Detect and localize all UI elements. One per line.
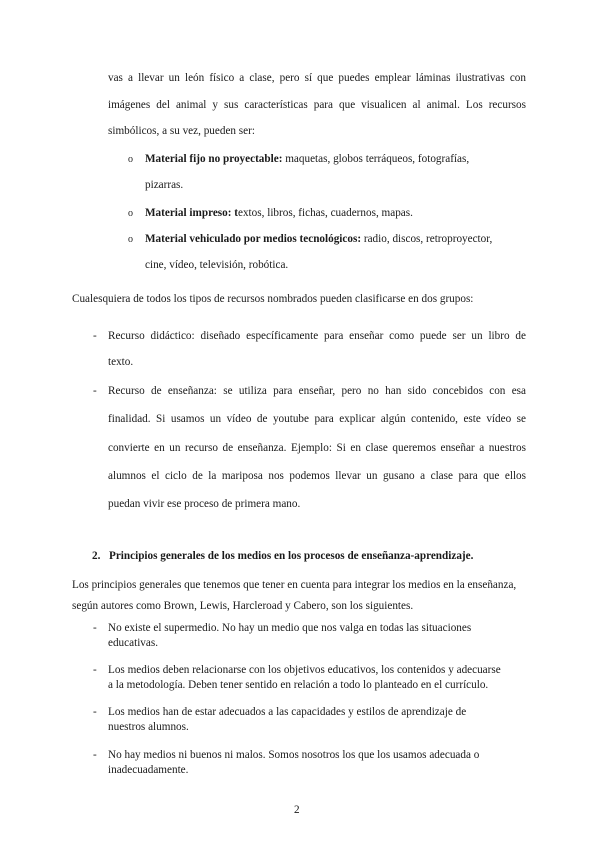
group-item-2-line-3: convierte en un recurso de enseñanza. Ejemplo: Si en clase queremos enseñar a nuestros: [108, 442, 526, 454]
principle-3-line-1: Los medios han de estar adecuados a las capacidades y estilos de aprendizaje de: [108, 706, 467, 718]
bullet-item-3: [145, 232, 492, 246]
bullet-marker: o: [128, 208, 133, 219]
section-number: 2.: [92, 550, 101, 562]
section-title: Principios generales de los medios en los procesos de enseñanza-aprendizaje.: [109, 550, 474, 562]
bullet-item-1: [145, 152, 469, 166]
section-intro-line-2: según autores como Brown, Lewis, Harcleroad y Cabero, son los siguientes.: [72, 600, 414, 612]
intro-line-3: simbólicos, a su vez, pueden ser:: [108, 125, 255, 137]
intro-line-1: vas a llevar un león físico a clase, pero sí que puedes emplear láminas ilustrativas con: [108, 72, 526, 84]
group-item-1-line-1: Recurso didáctico: diseñado específicamente para enseñar como puede ser un libro de: [108, 330, 526, 342]
group-item-1-line-2: texto.: [108, 356, 134, 368]
bullet-item-3-text: radio, discos, retroproyector,: [361, 233, 493, 245]
intro-line-2: imágenes del animal y sus características para que visualicen al animal. Los recursos: [108, 99, 526, 111]
bullet-item-1-text: maquetas, globos terráqueos, fotografías,: [282, 153, 470, 165]
principle-2-line-2: a la metodología. Deben tener sentido en relación a todo lo planteado en el currículo.: [108, 679, 489, 691]
dash-marker: -: [93, 385, 97, 397]
principle-1-line-1: No existe el supermedio. No hay un medio que nos valga en todas las situaciones: [108, 622, 472, 634]
section-intro-line-1: Los principios generales que tenemos que tener en cuenta para integrar los medios en la enseñanza,: [72, 579, 517, 591]
page-number: 2: [294, 804, 300, 816]
principle-2-line-1: Los medios deben relacionarse con los objetivos educativos, los contenidos y adecuarse: [108, 664, 501, 676]
group-item-2-line-5: puedan vivir ese proceso de primera mano.: [108, 498, 301, 510]
dash-marker: -: [93, 706, 97, 718]
bullet-item-2-text: extos, libros, fichas, cuadernos, mapas.: [238, 207, 413, 219]
group-item-2-line-2: finalidad. Si usamos un vídeo de youtube para explicar algún contenido, este vídeo se: [108, 413, 526, 425]
dash-marker: -: [93, 749, 97, 761]
bullet-item-1-cont: pizarras.: [145, 179, 184, 191]
bullet-marker: o: [128, 154, 133, 165]
groups-intro: Cualesquiera de todos los tipos de recursos nombrados pueden clasificarse en dos grupos:: [72, 293, 474, 305]
principle-4-line-1: No hay medios ni buenos ni malos. Somos nosotros los que los usamos adecuada o: [108, 749, 480, 761]
bullet-item-3-cont: cine, vídeo, televisión, robótica.: [145, 259, 289, 271]
dash-marker: -: [93, 622, 97, 634]
dash-marker: -: [93, 664, 97, 676]
bullet-item-2: [145, 206, 413, 220]
bullet-item-1-label: Material fijo no proyectable:: [145, 153, 283, 165]
bullet-marker: o: [128, 234, 133, 245]
group-item-2-line-4: alumnos el ciclo de la mariposa nos podemos llevar un gusano a clase para que ellos: [108, 470, 526, 482]
principle-3-line-2: nuestros alumnos.: [108, 721, 189, 733]
group-item-2-line-1: Recurso de enseñanza: se utiliza para enseñar, pero no han sido concebidos con esa: [108, 385, 526, 397]
dash-marker: -: [93, 330, 97, 342]
bullet-item-3-label: Material vehiculado por medios tecnológicos:: [145, 233, 362, 245]
bullet-item-2-label: Material impreso: t: [145, 207, 238, 219]
principle-4-line-2: inadecuadamente.: [108, 764, 189, 776]
principle-1-line-2: educativas.: [108, 637, 159, 649]
